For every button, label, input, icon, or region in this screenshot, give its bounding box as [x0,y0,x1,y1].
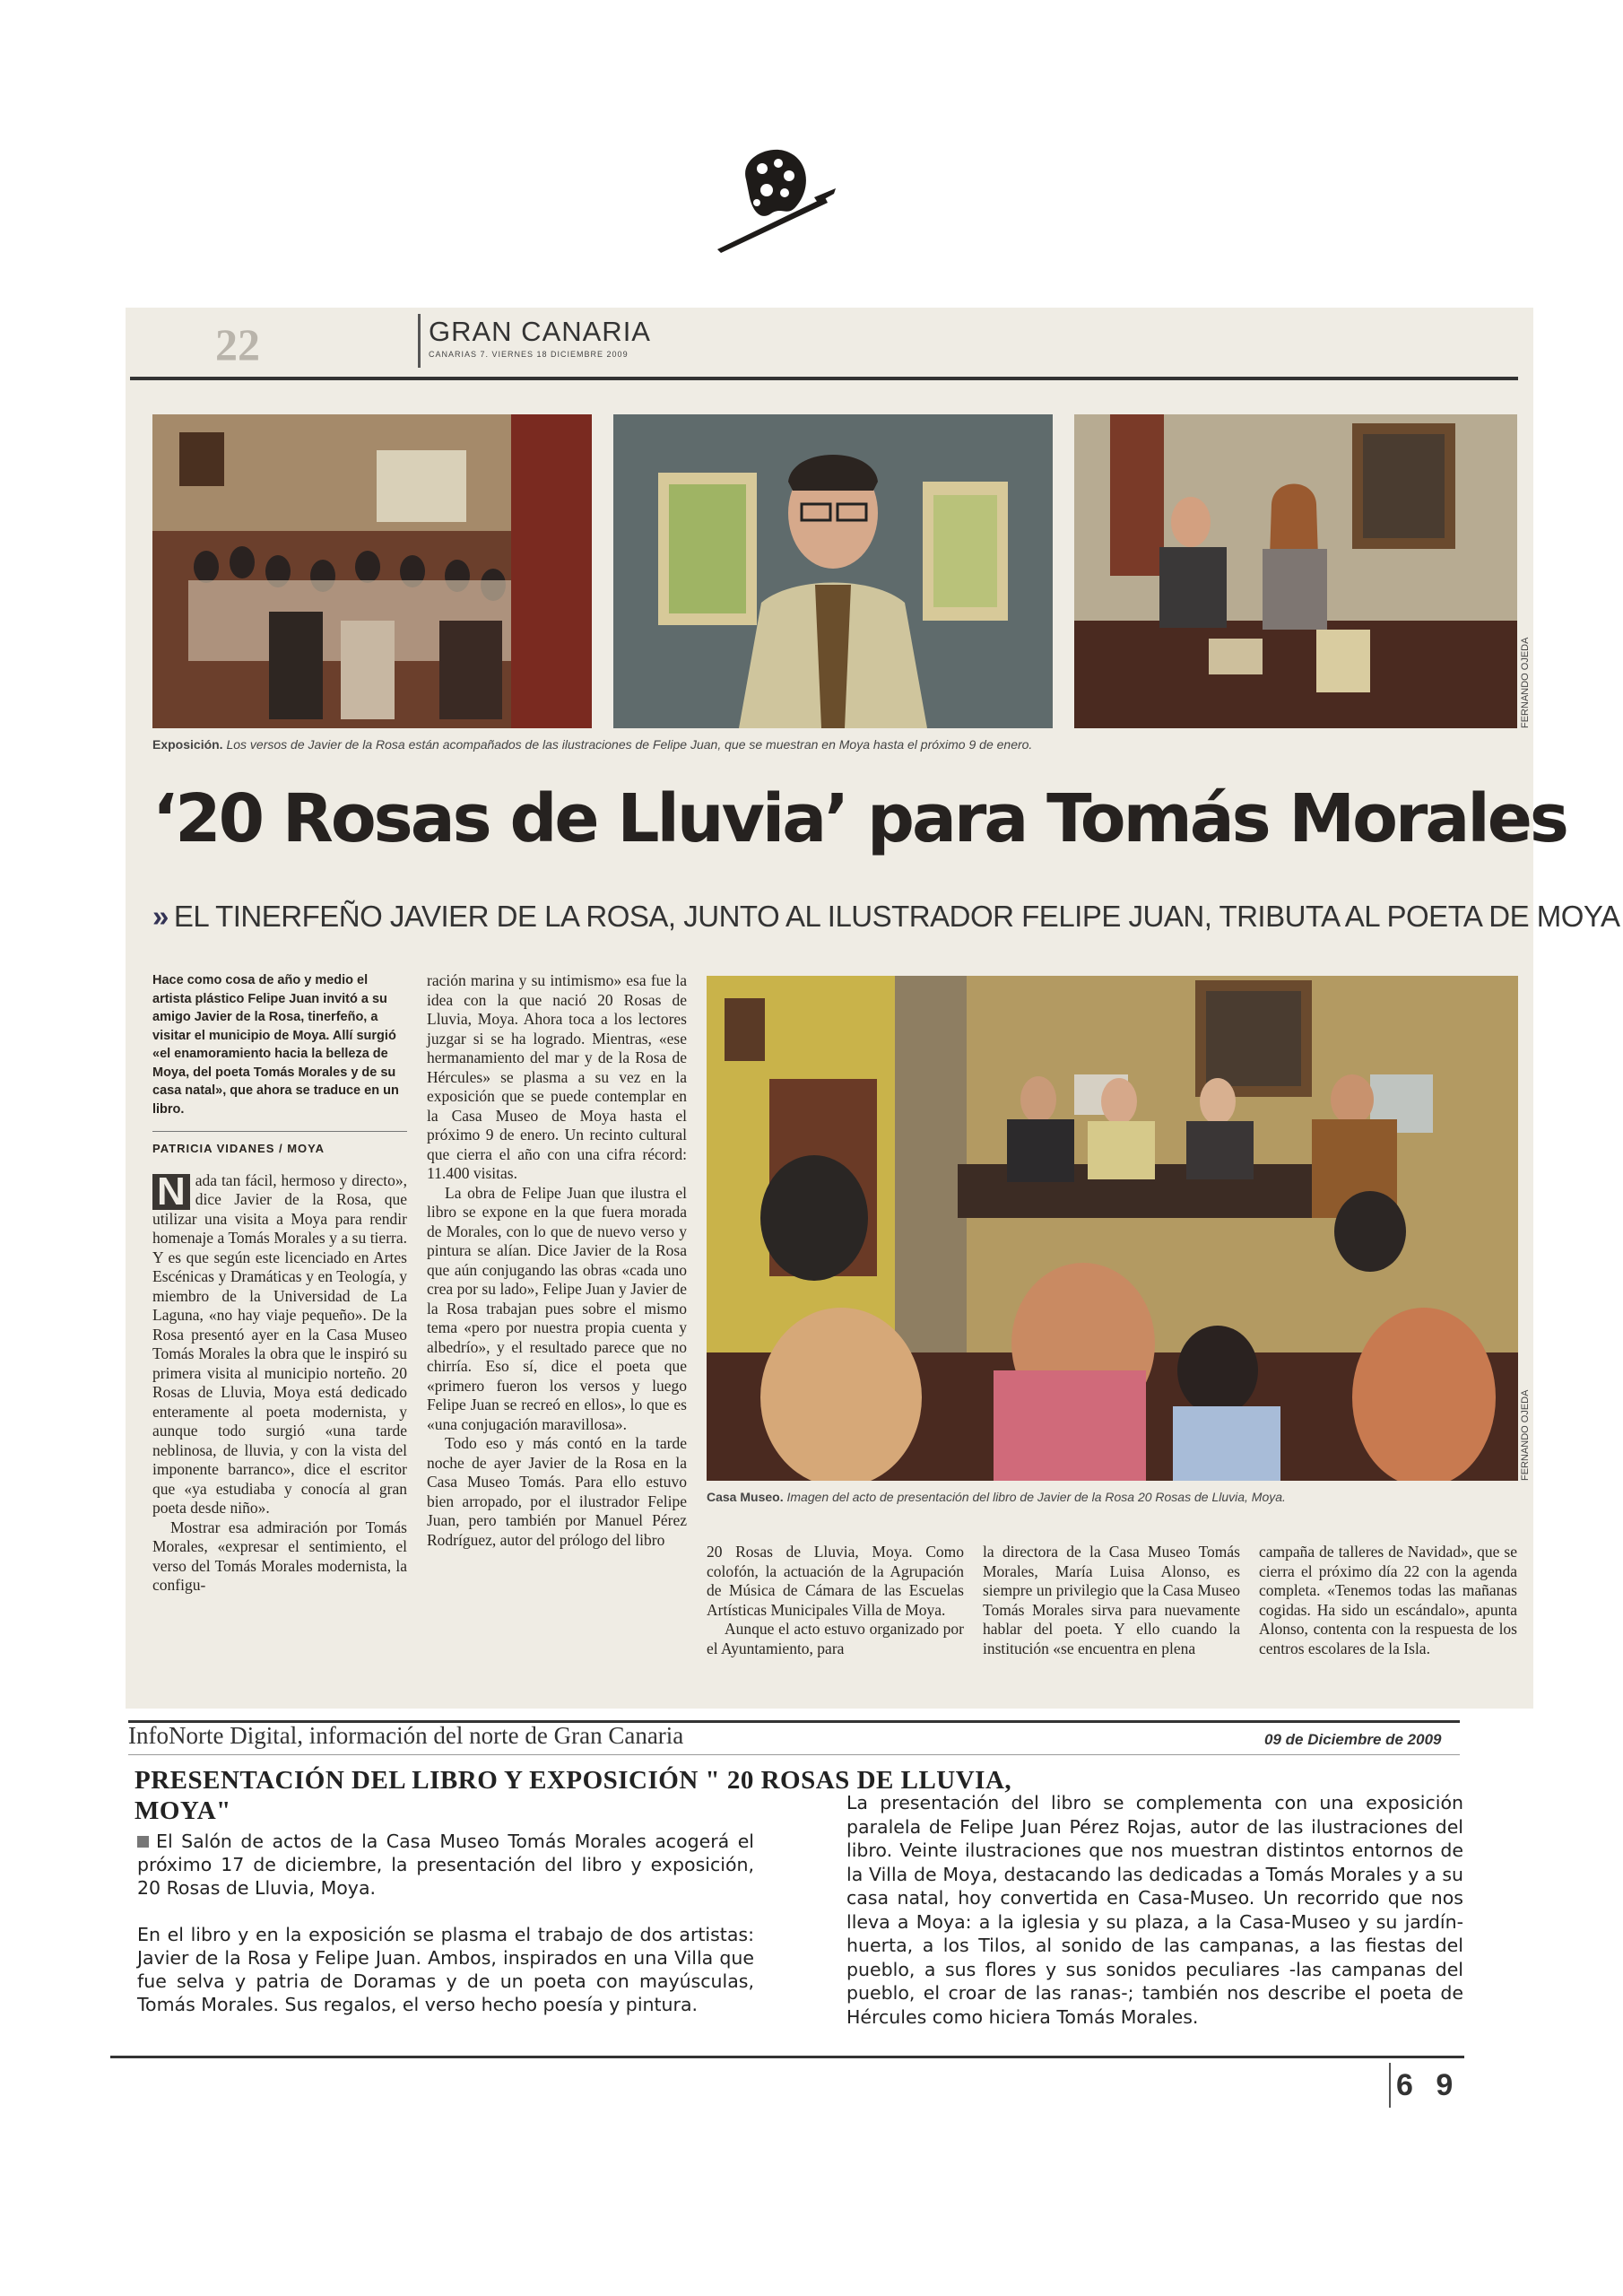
column-1-text: ada tan fácil, hermoso y directo», dice Javier de la Rosa, que utilizar una visita a Moya para rendir homenaje a Tomás Morales y a su tierra. Y es que según este licenciado en Artes Escénicas y Dramáticas y en Teología, y miembro de la Universidad de La Laguna, «no hay viaje pequeño». De la Rosa presentó ayer en la Casa Museo Tomás Morales la obra que le inspiró su primera visita al municipio norteño. 20 Rosas de Lluvia, Moya está dedicado enteramente al poeta modernista, y aunque todo surgió «una tarde neblinosa, de lluvia, y con la vista del imponente barranco», dice el escritor que «ya estudiaba y conocía al gran poeta desde niño». [152,1170,407,1517]
folio-separator [1389,2063,1391,2108]
header-rule [130,377,1518,380]
dropcap: N [152,1174,190,1210]
column-2-paragraph-1: ración marina y su intimismo» esa fue la idea con la que nació 20 Rosas de Lluvia, Moya. Ahora toca a los lectores juzgar si se ha logrado. Mientras, «ese hermanamiento del mar y de la Rosa de Hércules» se plasma a su vez en la exposición que se puede contemplar en la Casa Museo de Moya hasta el próximo 9 de enero. Un recinto cultural que cierra el año con una cifra récord: 11.400 visitas. [427,971,687,1182]
source-date: 09 de Diciembre de 2009 [1264,1731,1442,1748]
panel-photo [1074,414,1517,728]
column-3-paragraph-2: Aunque el acto estuvo organizado por el Ayuntamiento, para [707,1620,964,1657]
web-left-text-1: El Salón de actos de la Casa Museo Tomás Morales acogerá el próximo 17 de diciembre, la presentación del libro y exposición, 20 Rosas de Lluvia, Moya. [137,1831,754,1899]
header-separator [418,314,421,368]
column-4-paragraph-1: la directora de la Casa Museo Tomás Morales, María Luisa Alonso, es siempre un privilegio que la Casa Museo Tomás Morales sirva para nuevamente hablar del poeta. Y ello cuando la institución «se encuentra en plena [983,1543,1240,1657]
column-5-paragraph-1: campaña de talleres de Navidad», que se cierra el próximo día 22 con la agenda completa. «Tenemos todas las mañanas cogidas. Ha sido un escándalo», apunta Alonso, contenta con la respuesta de los centros escolares de la Isla. [1259,1543,1517,1657]
palette-brush-icon [699,144,843,260]
section-title: GRAN CANARIA [429,316,651,347]
article-column-3 [707,1543,964,1658]
column-2-paragraph-3: Todo eso y más contó en la tarde noche de ayer Javier de la Rosa en la Casa Museo Tomás. Para ello estuvo bien arropado, por el ilustrador Felipe Juan, pero también por Manuel Pérez Rodríguez, autor del prólogo del libro [427,1434,687,1549]
folio-number: 6 9 [1396,2068,1461,2102]
article-column-4 [983,1543,1240,1658]
audience-photo [152,414,592,728]
web-right-column: La presentación del libro se complementa con una exposición paralela de Felipe Juan Pérez Rojas, autor de las ilustraciones del libro. Veinte ilustraciones que nos muestran distintos entornos de la Villa de Moya, destacando las dedicadas a Tomás Morales y a su casa natal, hoy convertida en Casa-Museo. Un recorrido que nos lleva a Moya: a la iglesia y su plaza, a la Casa-Museo y su jardín-huerta, a los Tilos, al sonido de las campanas, a las fiestas del pueblo, a sus flores y sus sonidos peculiares -las campanas del pueblo, el croar de las ranas-; también nos describe el poeta de Hércules como hiciera Tomás Morales. [846,1792,1463,2028]
clipping-page-number: 22 [215,319,260,370]
bullet-square-icon [137,1836,149,1848]
web-bottom-rule [110,2056,1464,2058]
article-headline: ‘20 Rosas de Lluvia’ para Tomás Morales [152,780,1567,857]
event-photo-caption [707,1490,1286,1504]
web-left-column [137,1830,754,2039]
caption-label: Exposición. [152,737,223,752]
column-3-paragraph-1: 20 Rosas de Lluvia, Moya. Como colofón, la actuación de la Agrupación de Música de Cámara de las Escuelas Artísticas Municipales Villa de Moya. [707,1543,964,1619]
subhead-arrow-icon: » [152,900,169,933]
column-1-paragraph-1 [152,1171,407,1518]
article-byline: PATRICIA VIDANES / MOYA [152,1131,407,1159]
article-column-2 [427,971,687,1550]
source-bottom-rule [128,1754,1460,1755]
caption-text: Los versos de Javier de la Rosa están acompañados de las ilustraciones de Felipe Juan, que se muestran en Moya hasta el próximo 9 de enero. [226,737,1033,752]
author-portrait-photo [613,414,1053,728]
web-article-title: PRESENTACIÓN DEL LIBRO Y EXPOSICIÓN " 20 ROSAS DE LLUVIA, MOYA" [135,1766,1012,1825]
article-column-1 [152,971,407,1596]
photo-credit-2: FERNANDO OJEDA [1520,1389,1531,1481]
web-left-paragraph-2: En el libro y en la exposición se plasma el trabajo de dos artistas: Javier de la Rosa y Felipe Juan. Ambos, inspirados en una Villa que fue selva y patria de Doramas y de un poeta con mayúsculas, Tomás Morales. Sus regalos, el verso hecho poesía y pintura. [137,1924,754,2015]
source-name: InfoNorte Digital, información del norte de Gran Canaria [128,1722,684,1749]
event-caption-text: Imagen del acto de presentación del libro de Javier de la Rosa 20 Rosas de Lluvia, Moya. [786,1490,1286,1504]
article-column-5 [1259,1543,1517,1658]
subhead-text: EL TINERFEÑO JAVIER DE LA ROSA, JUNTO AL ILUSTRADOR FELIPE JUAN, TRIBUTA AL POETA DE MOYA [173,900,1620,933]
web-left-paragraph-1 [137,1830,754,1900]
presentation-event-photo [707,976,1518,1481]
dateline: CANARIAS 7. VIERNES 18 DICIEMBRE 2009 [429,350,629,359]
article-lead: Hace como cosa de año y medio el artista plástico Felipe Juan invitó a su amigo Javier de la Rosa, tinerfeño, a visitar el municipio de Moya. Allí surgió «el enamoramiento hacia la belleza de Moya, del poeta Tomás Morales y de su casa natal», que ahora se traduce en un libro. [152,973,399,1117]
photo-credit: FERNANDO OJEDA [1520,637,1531,728]
top-photo-caption [152,737,1032,752]
event-caption-label: Casa Museo. [707,1490,784,1504]
article-subhead [152,900,1620,934]
column-1-paragraph-2: Mostrar esa admiración por Tomás Morales, «expresar el sentimiento, el verso del Tomás Morales modernista, la configu- [152,1518,407,1594]
column-2-paragraph-2: La obra de Felipe Juan que ilustra el libro se expone en la que fuera morada de Morales, con lo que de nuevo verso y pintura se alían. Dice Javier de la Rosa que aún conjugando las obras «cada uno crea por su lado», Felipe Juan y Javier de la Rosa trabajan pues sobre el mismo tema «pero por nuestra propia cuenta y albedrío», y el resultado parece que no chirría. Eso sí, dice el poeta que «primero fueron los versos y luego Felipe Juan se recreó en ellos», lo que es «una conjugación maravillosa». [427,1183,687,1433]
